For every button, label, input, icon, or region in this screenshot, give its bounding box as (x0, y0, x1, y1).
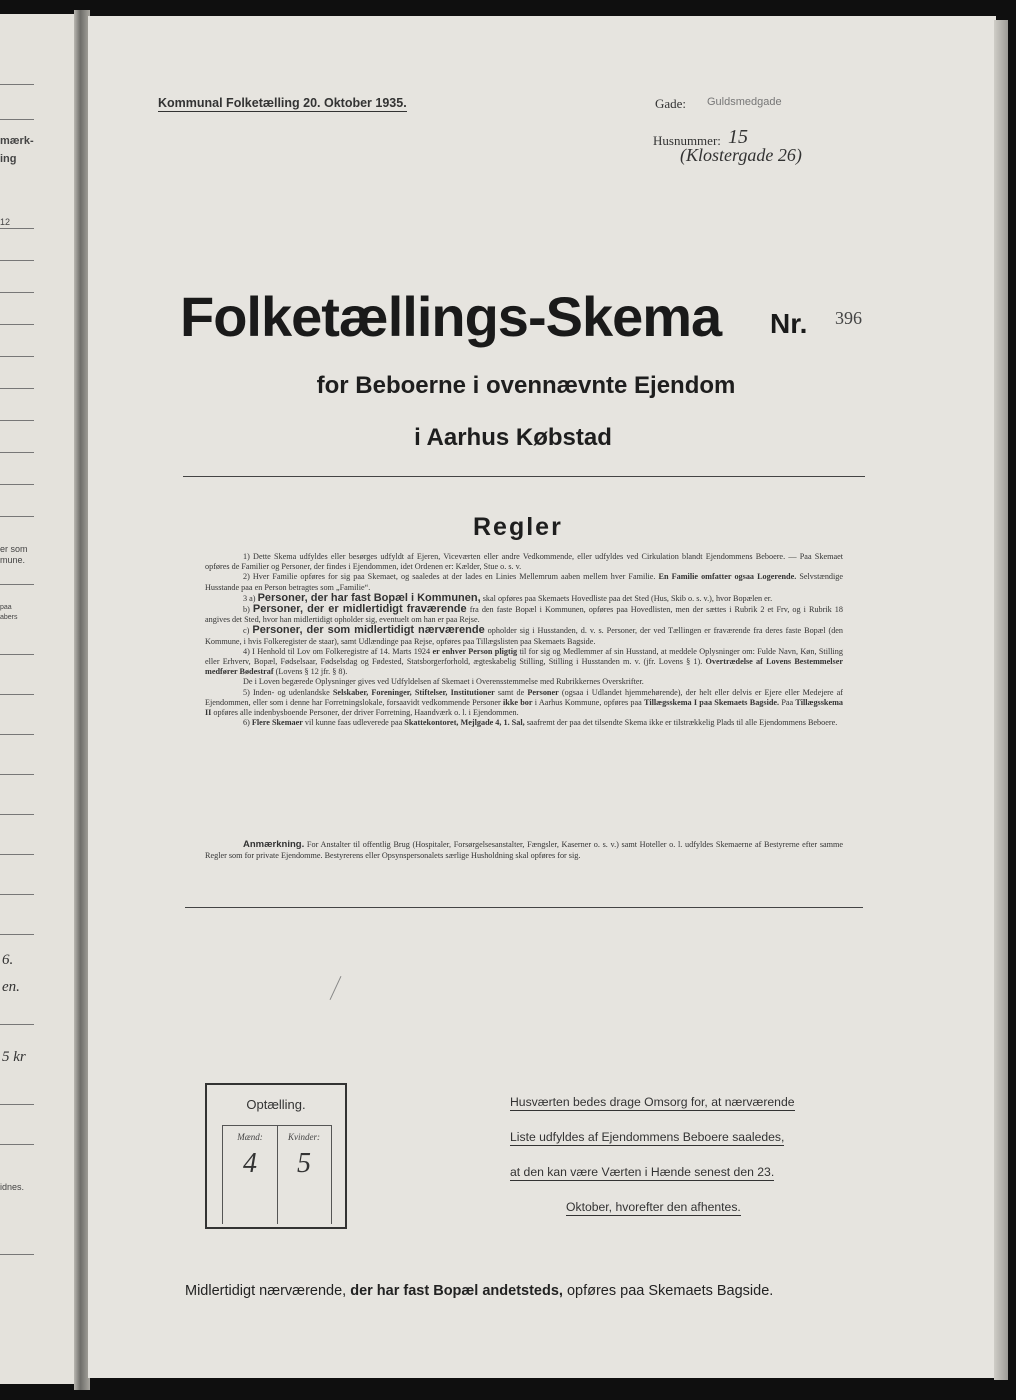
prev-page-text: 12 (0, 217, 11, 227)
footer-instruction: Midlertidigt nærværende, der har fast Bopæl andetsteds, opføres paa Skemaets Bagside. (185, 1283, 774, 1299)
ruled-line (0, 484, 34, 485)
remark-lead: Anmærkning. (243, 839, 305, 850)
ruled-line (0, 516, 34, 517)
ruled-line (0, 1104, 34, 1105)
form-title: Folketællings-Skema (180, 285, 722, 348)
notice-line: Oktober, hvorefter den afhentes. (566, 1200, 741, 1214)
ruled-line (0, 694, 34, 695)
notice-line: at den kan være Værten i Hænde senest den 23. (510, 1165, 775, 1179)
prev-page-text: ing (0, 153, 17, 165)
ruled-line (0, 452, 34, 453)
ruled-line (0, 1024, 34, 1025)
rule-3a: 3 a) Personer, der har fast Bopæl i Kommunen, skal opføres paa Skemaets Hovedliste paa det Sted (Hus, Skib o. s. v.), hvor Bopælen er. (243, 591, 773, 604)
count-title: Optælling. (246, 1097, 306, 1112)
ruled-line (0, 854, 34, 855)
prev-page-text: idnes. (0, 1182, 25, 1192)
ruled-line (0, 292, 34, 293)
men-count: 4 (243, 1148, 257, 1179)
house-number-label: Husnummer: (653, 133, 721, 148)
census-date-line: Kommunal Folketælling 20. Oktober 1935. (158, 96, 407, 110)
prev-page-text: mune. (0, 555, 26, 565)
prev-page-text: mærk- (0, 135, 34, 147)
rule-2: 2) Hver Familie opføres for sig paa Skemaet, og saaledes at der lades en Linies Mellemrum aaben mellem hver Familie. En Familie omfatter ogsaa Logerende. Selvstændige Husstande paa en Person betragtes som „Familie“. (205, 572, 844, 592)
divider (183, 476, 865, 477)
ruled-line (0, 654, 34, 655)
divider (185, 907, 863, 908)
ruled-line (0, 774, 34, 775)
notice-line: Husværten bedes drage Omsorg for, at nærværende (510, 1095, 795, 1109)
prev-page-handwriting: en. (2, 979, 20, 995)
ruled-line (0, 324, 34, 325)
ruled-line (0, 734, 34, 735)
form-number-value: 396 (835, 308, 862, 328)
ruled-line (0, 260, 34, 261)
page-edge (994, 20, 1008, 1380)
ruled-line (0, 1254, 34, 1255)
prev-page-text: paa (0, 604, 12, 611)
count-table (222, 1125, 332, 1224)
ruled-line (0, 934, 34, 935)
rule-1: 1) Dette Skema udfyldes eller besørges udfyldt af Ejeren, Viceværten eller andre Vedkommende, eller udfyldes ved Cirkulation blandt Ejendommens Beboere. — Paa Skemaet opføres de Familier og Personer, der findes i Ejendommen, idet Ordenen er: Kælder, Stue o. s. v. (205, 552, 843, 572)
rule-6: 6) Flere Skemaer vil kunne faas udleverede paa Skattekontoret, Mejlgade 4, 1. Sal, saafremt der paa det tilsendte Skema ikke er tilstrækkelig Plads til alle Ejendommens Beboere. (243, 718, 838, 728)
ruled-line (0, 228, 34, 229)
rules-text (205, 552, 843, 728)
house-number-value: 15 (728, 126, 748, 148)
form-subtitle: for Beboerne i ovennævnte Ejendom (316, 372, 736, 399)
ruled-line (0, 84, 34, 85)
rule-3c: c) Personer, der som midlertidigt nærværende opholder sig i Husstanden, d. v. s. Personer, der ved Tællingen er fraværende fra deres faste Bopæl (den Kommune, i hvis Folkeregister de staar), samt Udlændinge paa Rejse, opføres paa Tillægslisten paa Skemaets Bagside. (205, 624, 844, 646)
ruled-line (0, 356, 34, 357)
prev-page-text: er som (0, 544, 28, 554)
count-box (205, 1083, 347, 1229)
ruled-line (0, 584, 34, 585)
previous-page-strip (0, 14, 78, 1384)
ruled-line (0, 814, 34, 815)
prev-page-handwriting: 6. (2, 952, 14, 968)
form-municipality: i Aarhus Købstad (414, 424, 612, 451)
rules-heading: Regler (473, 513, 563, 541)
remark-paragraph (205, 840, 843, 861)
women-label: Kvinder: (288, 1132, 320, 1142)
men-label: Mænd: (237, 1132, 263, 1142)
prev-page-handwriting: 5 kr (2, 1049, 26, 1065)
women-count: 5 (297, 1148, 311, 1179)
notice-line: Liste udfyldes af Ejendommens Beboere saaledes, (510, 1130, 785, 1144)
rule-4-extra: De i Loven begærede Oplysninger gives ved Udfyldelsen af Skemaet i Overensstemmelse med Rubrikkernes Overskrifter. (243, 677, 644, 687)
street-label: Gade: (655, 96, 687, 111)
house-number-note: (Klostergade 26) (680, 145, 802, 165)
ruled-line (0, 119, 34, 120)
ruled-line (0, 1144, 34, 1145)
ruled-line (0, 420, 34, 421)
rule-5: 5) Inden- og udenlandske Selskaber, Foreninger, Stiftelser, Institutioner samt de Personer (ogsaa i Udlandet hjemmehørende), der helt eller delvis er Ejere eller Medejere af Ejendommen, eller som i denne har Forretningslokale, forsaavidt vedkommende Personer ikke bor i Aarhus Kommune, opføres paa Tillægsskema I paa Skemaets Bagside. Paa Tillægsskema II opføres alle indenbysboende Personer, der driver Forretning, Haandværk o. l. i Ejendommen. (205, 687, 844, 718)
remark-text: For Anstalter til offentlig Brug (Hospitaler, Forsørgelsesanstalter, Fængsler, Kaserner o. s. v.) samt Hoteller o. l. udfyldes Skemaerne af Bestyrerne efter samme Regler som for private Ejendomme. Bestyrerens eller Opsynspersonalets særlige Husholdning skal opføres for sig. (205, 840, 844, 860)
rule-4: 4) I Henhold til Lov om Folkeregistre af 14. Marts 1924 er enhver Person pligtig til for sig og Medlemmer af sin Husstand, at meddele Oplysninger om: Fulde Navn, Køn, Stilling eller Erhverv, Bopæl, Fødselsaar, Fødselsdag og Fødested, Statsborgerforhold, ægteskabelig Stilling, Stilling i Husstanden m. v. (jfr. Lovens § 1). Overtrædelse af Lovens Bestemmelser medfører Bødestraf (Lovens § 12 jfr. § 8). (205, 646, 843, 677)
form-number-label: Nr. (770, 308, 808, 339)
rule-3b: b) Personer, der er midlertidigt fraværende fra den faste Bopæl i Kommunen, opføres paa Hovedlisten, men der sættes i Rubrik 2 et Frv, og i Rubrik 18 angives det Sted, hvor han midlertidigt opholder sig, eventuelt om han er paa Rejse. (205, 603, 843, 625)
street-value: Guldsmedgade (707, 96, 782, 108)
prev-page-text: abers (0, 614, 18, 621)
ruled-line (0, 894, 34, 895)
